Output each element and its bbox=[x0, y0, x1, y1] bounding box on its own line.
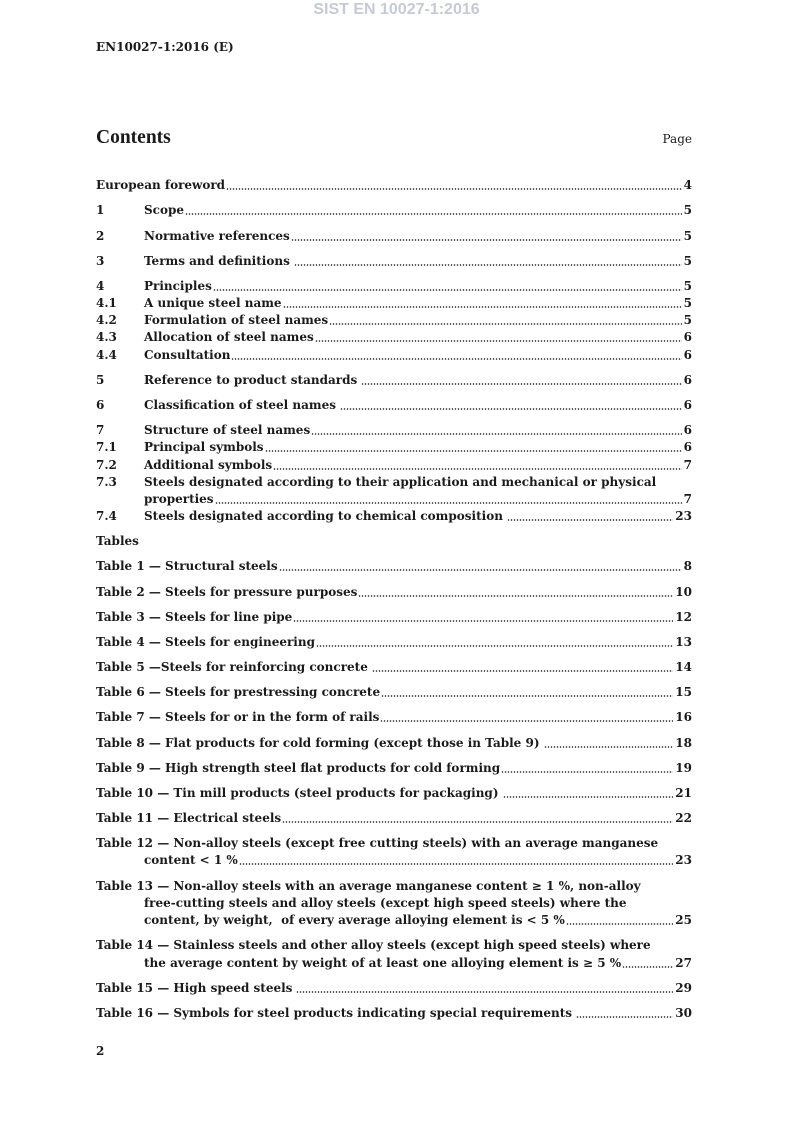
toc-entry[interactable] bbox=[96, 329, 692, 346]
dot-leader bbox=[316, 645, 673, 647]
dot-leader bbox=[501, 771, 673, 773]
section-number: 4.1 bbox=[96, 296, 117, 310]
section-number: 4 bbox=[96, 279, 105, 293]
entry-title: the average content by weight of at least one alloying element is ≥ 5 % bbox=[144, 956, 622, 970]
page-number: 8 bbox=[683, 559, 692, 573]
entry-title: content < 1 % bbox=[144, 853, 238, 867]
dot-leader bbox=[279, 569, 682, 571]
toc-entry[interactable] bbox=[96, 347, 692, 364]
entry-title: Allocation of steel names bbox=[144, 330, 314, 344]
entry-title: A unique steel name bbox=[144, 296, 282, 310]
section-number: 1 bbox=[96, 203, 105, 217]
dot-leader bbox=[507, 519, 673, 521]
toc-entry[interactable] bbox=[96, 609, 692, 626]
page-number: 18 bbox=[675, 736, 692, 750]
page-number: 5 bbox=[683, 203, 692, 217]
page-number: 30 bbox=[675, 1006, 692, 1020]
entry-title: Steels designated according to chemical composition bbox=[144, 509, 503, 523]
dot-leader bbox=[315, 340, 682, 342]
toc-entry[interactable] bbox=[96, 584, 692, 601]
toc-entry[interactable] bbox=[96, 312, 692, 329]
toc-entry[interactable] bbox=[96, 937, 692, 972]
entry-title: content, by weight, of every average alloying element is < 5 % bbox=[144, 913, 565, 927]
entry-title: Table 7 — Steels for or in the form of rails bbox=[96, 710, 380, 724]
section-number: 4.3 bbox=[96, 330, 117, 344]
toc-entry[interactable] bbox=[96, 439, 692, 456]
toc-entry[interactable] bbox=[96, 810, 692, 827]
toc-entry-line bbox=[96, 491, 692, 508]
page-number: 10 bbox=[675, 585, 692, 599]
entry-title: Table 6 — Steels for prestressing concrete bbox=[96, 685, 381, 699]
page-number: 6 bbox=[683, 373, 692, 387]
entry-title: Principles bbox=[144, 279, 212, 293]
toc-entry[interactable] bbox=[96, 684, 692, 701]
dot-leader bbox=[215, 502, 682, 504]
entry-title: Table 9 — High strength steel flat products for cold forming bbox=[96, 761, 501, 775]
toc-entry[interactable] bbox=[96, 835, 692, 869]
dot-leader bbox=[273, 468, 682, 470]
dot-leader bbox=[213, 289, 682, 291]
entry-title: Table 12 — Non-alloy steels (except free cutting steels) with an average manganese bbox=[96, 836, 659, 850]
page-number: 5 bbox=[683, 229, 692, 243]
toc-entry[interactable] bbox=[96, 735, 692, 752]
page-number: 4 bbox=[683, 178, 692, 192]
entry-title: Table 15 — High speed steels bbox=[96, 981, 293, 995]
dot-leader bbox=[576, 1016, 673, 1018]
entry-title: Table 5 —Steels for reinforcing concrete bbox=[96, 660, 368, 674]
toc-entry[interactable] bbox=[96, 278, 692, 295]
page-number: 5 bbox=[683, 279, 692, 293]
page-number: 6 bbox=[683, 423, 692, 437]
dot-leader bbox=[291, 239, 682, 241]
toc-entry-line bbox=[96, 474, 692, 491]
entry-title: Reference to product standards bbox=[144, 373, 358, 387]
page-number: 22 bbox=[675, 811, 692, 825]
page-number: 23 bbox=[675, 853, 692, 867]
entry-title: Steels designated according to their application and mechanical or physical bbox=[144, 475, 657, 489]
entry-title: Table 16 — Symbols for steel products indicating special requirements bbox=[96, 1006, 572, 1020]
toc-entry[interactable] bbox=[96, 558, 692, 575]
page-number: 23 bbox=[675, 509, 692, 523]
section-number: 6 bbox=[96, 398, 105, 412]
entry-title: properties bbox=[144, 492, 214, 506]
entry-title: Table 14 — Stainless steels and other alloy steels (except high speed steels) where bbox=[96, 938, 651, 952]
entry-title: Table 8 — Flat products for cold forming (except those in Table 9) bbox=[96, 736, 540, 750]
entry-title: Table 10 — Tin mill products (steel products for packaging) bbox=[96, 786, 499, 800]
page-number: 5 bbox=[683, 296, 692, 310]
page-number: 29 bbox=[675, 981, 692, 995]
page-column-label: Page bbox=[662, 132, 692, 146]
entry-title: Table 2 — Steels for pressure purposes bbox=[96, 585, 358, 599]
page-number: 5 bbox=[683, 313, 692, 327]
toc-entry-line bbox=[96, 852, 692, 869]
section-number: 3 bbox=[96, 254, 105, 268]
page-number: 6 bbox=[683, 348, 692, 362]
entry-title: Additional symbols bbox=[144, 458, 273, 472]
page-number: 25 bbox=[675, 913, 692, 927]
page-number: 19 bbox=[675, 761, 692, 775]
toc-entry[interactable] bbox=[96, 474, 692, 508]
dot-leader bbox=[340, 408, 682, 410]
toc-entry[interactable] bbox=[96, 397, 692, 414]
entry-title: Structure of steel names bbox=[144, 423, 311, 437]
page-number: 12 bbox=[675, 610, 692, 624]
dot-leader bbox=[381, 695, 673, 697]
section-number: 4.4 bbox=[96, 348, 117, 362]
dot-leader bbox=[361, 383, 681, 385]
section-number: 7.2 bbox=[96, 458, 117, 472]
page-number: 7 bbox=[683, 492, 692, 506]
dot-leader bbox=[311, 433, 681, 435]
dot-leader bbox=[185, 213, 682, 215]
toc-entry-line bbox=[96, 912, 692, 929]
watermark: SIST EN 10027-1:2016 bbox=[313, 1, 480, 18]
dot-leader bbox=[544, 746, 674, 748]
toc-entry[interactable] bbox=[96, 709, 692, 726]
dot-leader bbox=[358, 595, 673, 597]
toc-entry[interactable] bbox=[96, 1005, 692, 1022]
toc-entry[interactable] bbox=[96, 508, 692, 525]
footer-page-number: 2 bbox=[96, 1044, 105, 1058]
entry-title: Consultation bbox=[144, 348, 231, 362]
section-number: 7.4 bbox=[96, 509, 117, 523]
dot-leader bbox=[296, 991, 673, 993]
toc-entry[interactable] bbox=[96, 295, 692, 312]
dot-leader bbox=[283, 306, 682, 308]
page-number: 6 bbox=[683, 398, 692, 412]
toc-entry[interactable] bbox=[96, 980, 692, 997]
toc-entry[interactable] bbox=[96, 457, 692, 474]
section-number: 7.3 bbox=[96, 475, 117, 489]
entry-title: Table 1 — Structural steels bbox=[96, 559, 278, 573]
entry-title: Classification of steel names bbox=[144, 398, 337, 412]
section-number: 7.1 bbox=[96, 440, 117, 454]
entry-title: Table 11 — Electrical steels bbox=[96, 811, 282, 825]
dot-leader bbox=[294, 264, 682, 266]
dot-leader bbox=[293, 620, 673, 622]
toc-entry[interactable] bbox=[96, 228, 692, 245]
toc-entry[interactable] bbox=[96, 422, 692, 439]
toc-entry[interactable] bbox=[96, 785, 692, 802]
dot-leader bbox=[566, 923, 673, 925]
toc-entry[interactable] bbox=[96, 760, 692, 777]
page-number: 16 bbox=[675, 710, 692, 724]
toc-entry[interactable] bbox=[96, 372, 692, 389]
entry-title: Principal symbols bbox=[144, 440, 264, 454]
toc-entry[interactable] bbox=[96, 202, 692, 219]
dot-leader bbox=[282, 821, 673, 823]
page-number: 6 bbox=[683, 440, 692, 454]
dot-leader bbox=[231, 358, 681, 360]
document-id: EN10027-1:2016 (E) bbox=[96, 40, 234, 54]
entry-title: Terms and definitions bbox=[144, 254, 290, 268]
toc-entry[interactable] bbox=[96, 177, 692, 194]
entry-title: Formulation of steel names bbox=[144, 313, 329, 327]
page-number: 5 bbox=[683, 254, 692, 268]
toc-entry[interactable] bbox=[96, 878, 692, 929]
page-number: 21 bbox=[675, 786, 692, 800]
section-number: 4.2 bbox=[96, 313, 117, 327]
toc-entry[interactable] bbox=[96, 634, 692, 651]
page-number: 7 bbox=[683, 458, 692, 472]
page-number: 15 bbox=[675, 685, 692, 699]
entry-title: Scope bbox=[144, 203, 185, 217]
page-number: 14 bbox=[675, 660, 692, 674]
entry-title: Normative references bbox=[144, 229, 290, 243]
toc-entry-line bbox=[96, 955, 692, 972]
page-number: 13 bbox=[675, 635, 692, 649]
tables-heading: Tables bbox=[96, 534, 139, 548]
dot-leader bbox=[372, 670, 673, 672]
entry-title: free-cutting steels and alloy steels (except high speed steels) where the bbox=[144, 896, 627, 910]
page-number: 27 bbox=[675, 956, 692, 970]
contents-title: Contents bbox=[96, 127, 171, 148]
entry-title: Table 3 — Steels for line pipe bbox=[96, 610, 293, 624]
dot-leader bbox=[226, 188, 682, 190]
toc-entry[interactable] bbox=[96, 659, 692, 676]
dot-leader bbox=[380, 720, 673, 722]
section-number: 7 bbox=[96, 423, 105, 437]
dot-leader bbox=[265, 450, 682, 452]
section-number: 5 bbox=[96, 373, 105, 387]
entry-title: Table 4 — Steels for engineering bbox=[96, 635, 315, 649]
toc-entry-line bbox=[96, 895, 692, 912]
dot-leader bbox=[622, 966, 673, 968]
section-number: 2 bbox=[96, 229, 105, 243]
page-number: 6 bbox=[683, 330, 692, 344]
toc-entry[interactable] bbox=[96, 253, 692, 270]
entry-title: Table 13 — Non-alloy steels with an average manganese content ≥ 1 %, non-alloy bbox=[96, 879, 641, 893]
dot-leader bbox=[239, 863, 673, 865]
dot-leader bbox=[503, 796, 674, 798]
entry-title: European foreword bbox=[96, 178, 226, 192]
dot-leader bbox=[329, 323, 681, 325]
toc-entry-line bbox=[96, 937, 692, 954]
toc-entry-line bbox=[96, 878, 692, 895]
toc-entry-line bbox=[96, 835, 692, 852]
